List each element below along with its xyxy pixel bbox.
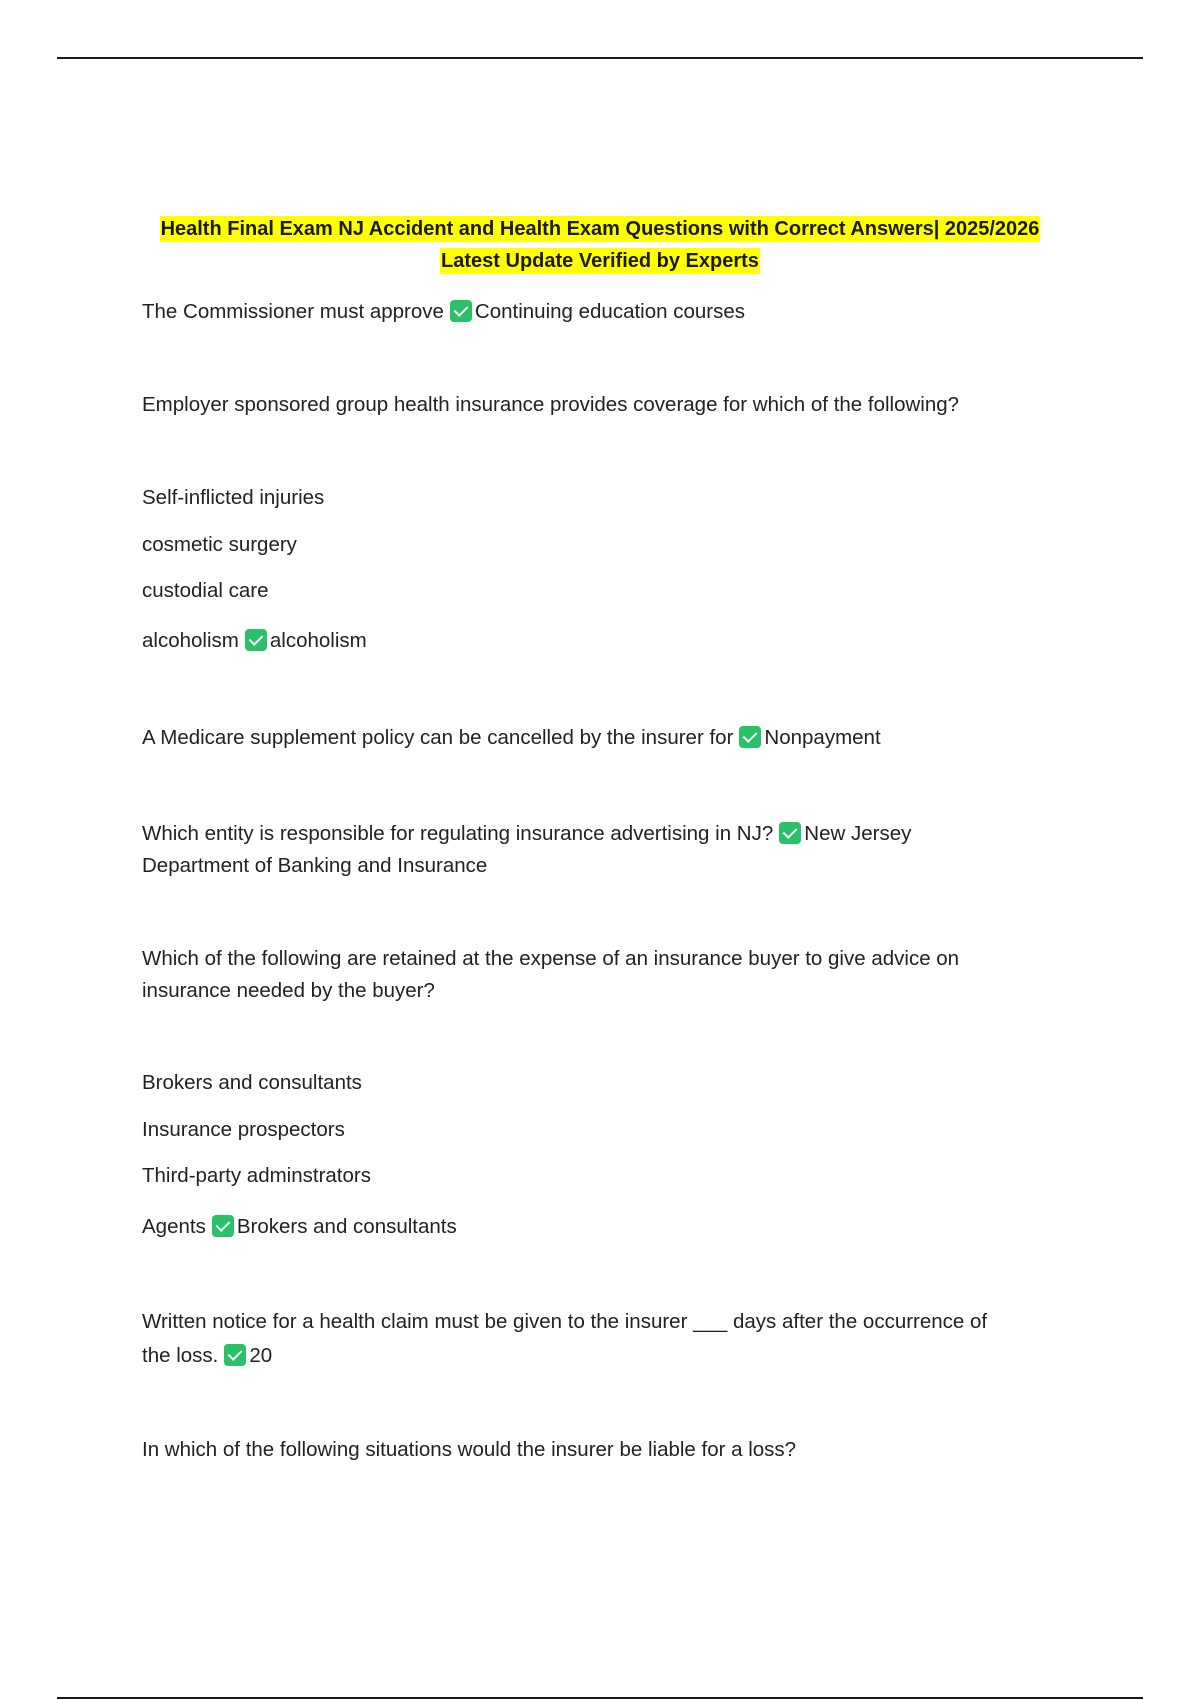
question-block [142,389,1062,421]
answer-text: Department of Banking and Insurance [142,854,488,877]
question-block [142,722,1062,754]
option-item-answer [142,1211,1062,1243]
question-text: the loss. [142,1344,219,1367]
option-item-answer [142,625,1062,657]
answer-text: 20 [249,1344,273,1367]
option-text: cosmetic surgery [142,533,297,556]
option-text: alcoholism [142,629,239,652]
answer-text: alcoholism [269,629,367,652]
checkmark-icon [245,629,267,651]
question-block [142,1434,1062,1466]
footer-rule [57,1697,1143,1699]
answer-text: New Jersey [804,822,912,845]
option-text: Agents [142,1215,206,1238]
checkmark-icon [212,1215,234,1237]
question-text: The Commissioner must approve [142,300,444,323]
option-text: Insurance prospectors [142,1118,345,1141]
option-text: Third-party adminstrators [142,1164,371,1187]
option-item [142,482,1062,514]
checkmark-icon [450,300,472,322]
question-text: Employer sponsored group health insurance provides coverage for which of the following? [142,393,960,416]
answer-text: Continuing education courses [474,300,746,323]
question-text: Written notice for a health claim must be given to the insurer ___ days after the occurrence of [142,1310,988,1333]
document-title [142,213,1058,277]
title-line-1: Health Final Exam NJ Accident and Health Exam Questions with Correct Answers| 2025/2026 [160,218,1040,240]
option-text: custodial care [142,579,269,602]
question-block [142,1305,1062,1373]
question-text: Which of the following are retained at the expense of an insurance buyer to give advice on [142,947,960,970]
checkmark-icon [779,822,801,844]
question-block [142,818,1062,882]
checkmark-icon [224,1344,246,1366]
header-rule [57,57,1143,59]
question-text: insurance needed by the buyer? [142,979,435,1002]
option-text: Self-inflicted injuries [142,486,325,509]
answer-text: Brokers and consultants [236,1215,457,1238]
answer-text: Nonpayment [764,726,881,749]
title-line-2: Latest Update Verified by Experts [441,250,759,272]
question-block [142,296,1062,328]
option-item [142,1160,1062,1192]
question-block [142,943,1062,1007]
option-item [142,575,1062,607]
question-text: A Medicare supplement policy can be cancelled by the insurer for [142,726,734,749]
option-item [142,1067,1062,1099]
checkmark-icon [739,726,761,748]
question-text: In which of the following situations would the insurer be liable for a loss? [142,1438,797,1461]
option-item [142,529,1062,561]
option-item [142,1114,1062,1146]
option-text: Brokers and consultants [142,1071,362,1094]
question-text: Which entity is responsible for regulating insurance advertising in NJ? [142,822,774,845]
